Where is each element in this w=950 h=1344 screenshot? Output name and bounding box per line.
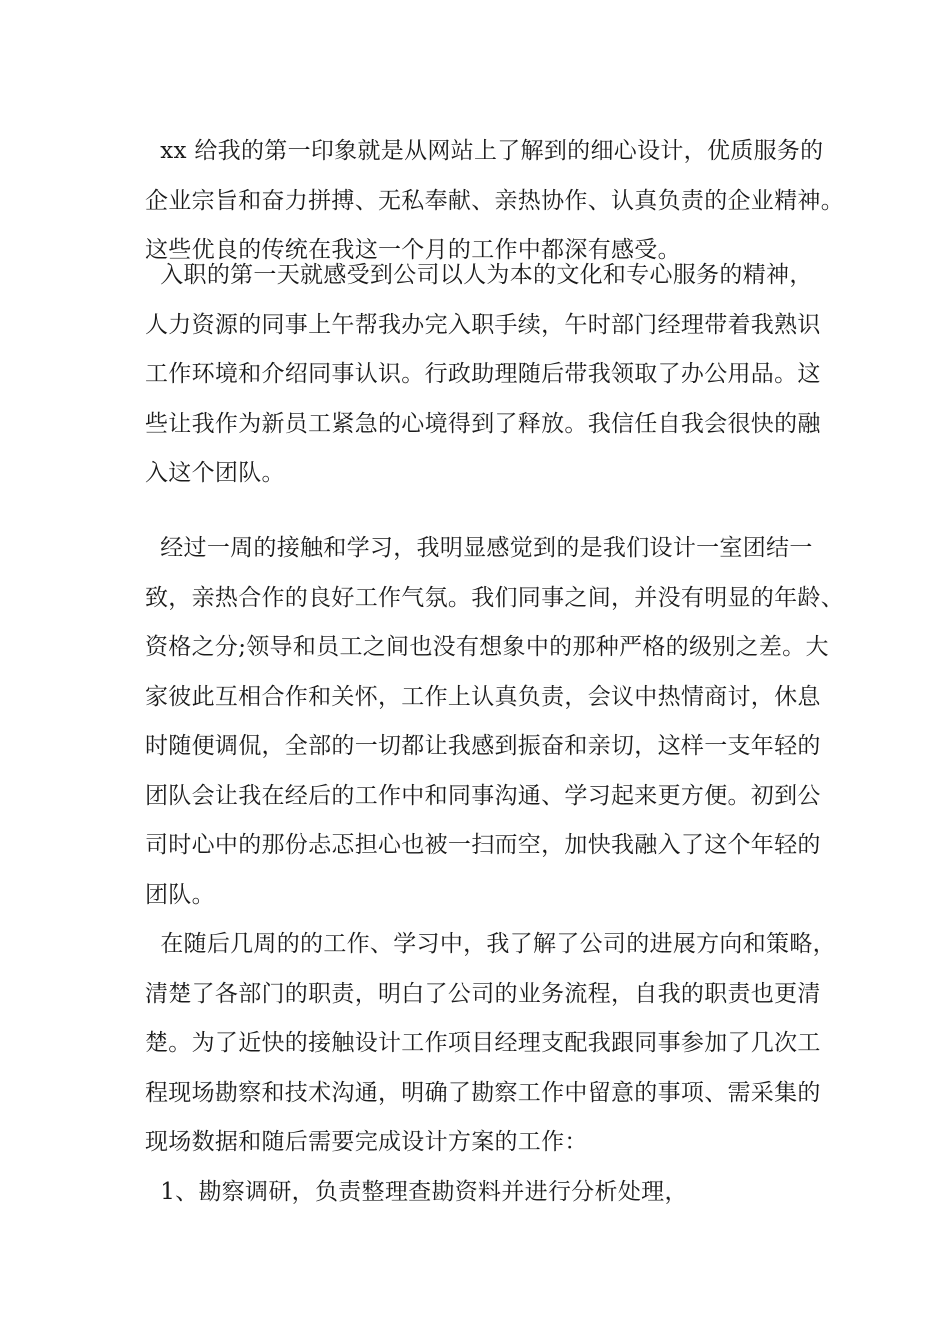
paragraph-4 — [145, 920, 836, 1168]
paragraph-2 — [145, 251, 825, 499]
list-item: 1、勘察调研，负责整理查勘资料并进行分析处理， — [145, 1179, 688, 1205]
paragraph-line: 楚。为了近快的接触设计工作项目经理支配我跟同事参加了几次工 — [145, 1030, 821, 1056]
paragraph-line: 程现场勘察和技术沟通，明确了勘察工作中留意的事项、需采集的 — [145, 1079, 821, 1106]
paragraph-5 — [145, 1168, 825, 1218]
paragraph-line: 些让我作为新员工紧急的心境得到了释放。我信任自我会很快的融 — [145, 410, 821, 437]
paragraph-line: 现场数据和随后需要完成设计方案的工作： — [145, 1129, 588, 1155]
paragraph-line: 工作环境和介绍同事认识。行政助理随后带我领取了办公用品。这 — [145, 361, 821, 387]
paragraph-line: 致，亲热合作的良好工作气氛。我们同事之间，并没有明显的年龄、 — [145, 584, 844, 611]
paragraph-line: 团队会让我在经后的工作中和同事沟通、学习起来更方便。初到公 — [145, 782, 821, 809]
paragraph-line: 在随后几周的的工作、学习中，我了解了公司的进展方向和策略， — [145, 931, 836, 957]
paragraph-line: xx 给我的第一印象就是从网站上了解到的细心设计，优质服务的 — [145, 138, 824, 164]
paragraph-line: 这些优良的传统在我这一个月的工作中都深有感受。 — [145, 237, 681, 263]
paragraph-line: 企业宗旨和奋力拼搏、无私奉献、亲热协作、认真负责的企业精神。 — [145, 187, 844, 214]
paragraph-line: 团队。 — [145, 881, 215, 908]
paragraph-line: 时随便调侃，全部的一切都让我感到振奋和亲切，这样一支年轻的 — [145, 733, 821, 759]
paragraph-line: 经过一周的接触和学习，我明显感觉到的是我们设计一室团结一 — [145, 535, 813, 561]
paragraph-line: 入这个团队。 — [145, 460, 285, 486]
paragraph-line: 清楚了各部门的职责，明白了公司的业务流程，自我的职责也更清 — [145, 980, 821, 1007]
paragraph-line: 入职的第一天就感受到公司以人为本的文化和专心服务的精神， — [145, 262, 813, 288]
paragraph-3 — [145, 524, 844, 920]
paragraph-line: 家彼此互相合作和关怀，工作上认真负责，会议中热情商讨，休息 — [145, 683, 821, 710]
paragraph-line: 资格之分;领导和员工之间也没有想象中的那种严格的级别之差。大 — [145, 634, 829, 660]
paragraph-line: 人力资源的同事上午帮我办完入职手续，午时部门经理带着我熟识 — [145, 311, 821, 338]
paragraph-line: 司时心中的那份忐忑担心也被一扫而空，加快我融入了这个年轻的 — [145, 832, 821, 858]
